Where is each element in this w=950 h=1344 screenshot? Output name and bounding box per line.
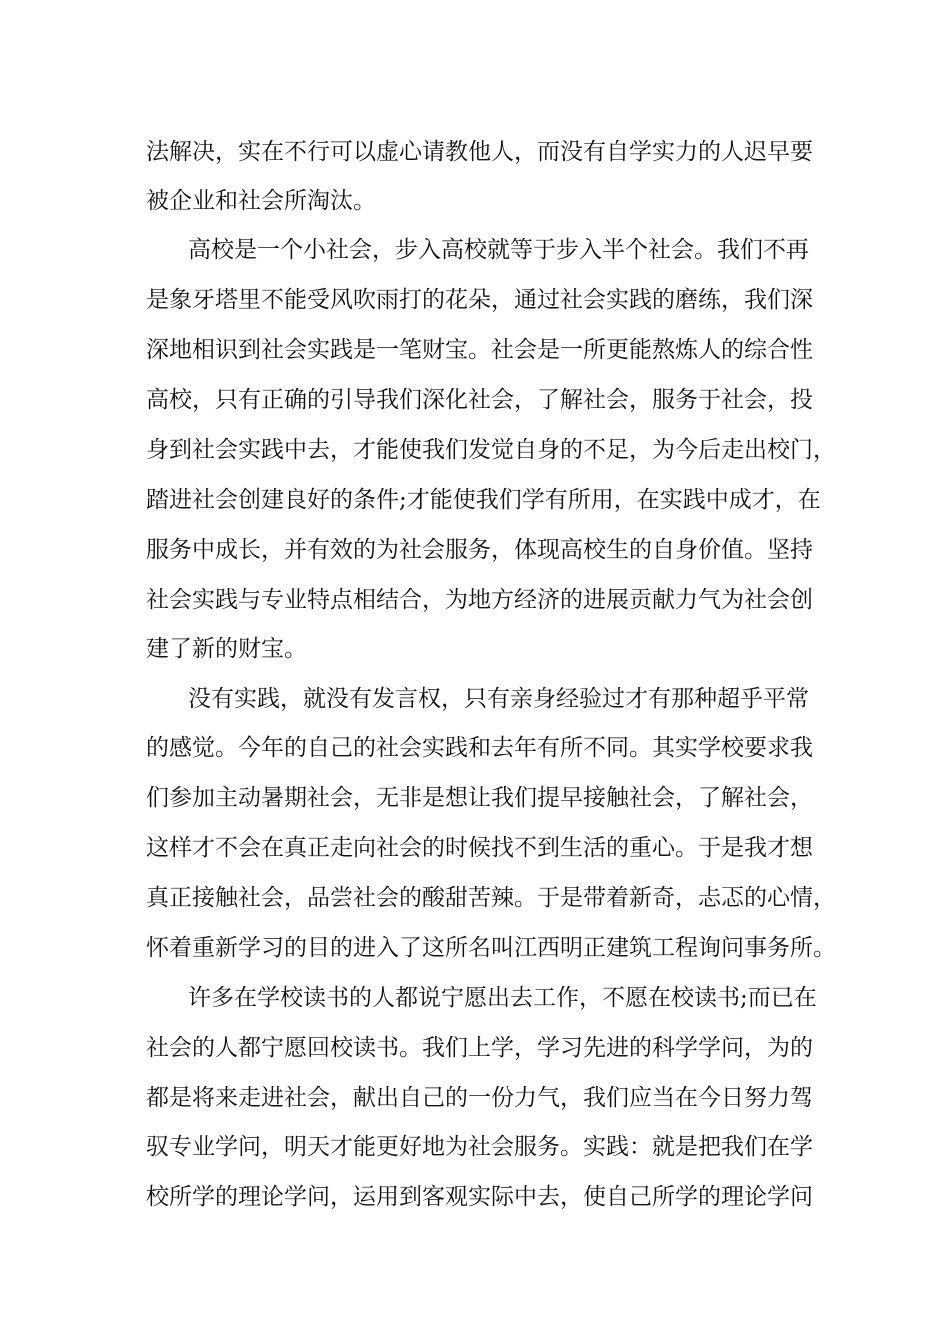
text-line: 法解决，实在不行可以虚心请教他人，而没有自学实力的人迟早要 <box>146 139 813 165</box>
text-line: 踏进社会创建良好的条件;才能使我们学有所用，在实践中成才，在 <box>146 487 821 513</box>
text-line: 们参加主动暑期社会，无非是想让我们提早接触社会，了解社会， <box>146 785 813 811</box>
text-line: 社会实践与专业特点相结合，为地方经济的进展贡献力气为社会创 <box>146 587 813 613</box>
paragraph-first-line: 高校是一个小社会，步入高校就等于步入半个社会。我们不再 <box>188 237 809 263</box>
text-line: 高校，只有正确的引导我们深化社会，了解社会，服务于社会，投 <box>146 387 813 413</box>
text-line: 校所学的理论学问，运用到客观实际中去，使自己所学的理论学问 <box>146 1184 813 1210</box>
text-line: 建了新的财宝。 <box>146 636 307 662</box>
paragraph-first-line: 没有实践，就没有发言权，只有亲身经验过才有那种超乎平常 <box>188 686 809 712</box>
text-line: 真正接触社会，品尝社会的酸甜苦辣。于是带着新奇，忐忑的心情， <box>146 885 836 911</box>
text-line: 都是将来走进社会，献出自己的一份力气，我们应当在今日努力驾 <box>146 1085 813 1111</box>
text-line: 身到社会实践中去，才能使我们发觉自身的不足，为今后走出校门， <box>146 437 836 463</box>
text-line: 是象牙塔里不能受风吹雨打的花朵，通过社会实践的磨练，我们深 <box>146 287 813 313</box>
text-line: 社会的人都宁愿回校读书。我们上学，学习先进的科学学问，为的 <box>146 1035 813 1061</box>
text-line: 这样才不会在真正走向社会的时候找不到生活的重心。于是我才想 <box>146 835 813 861</box>
paragraph-first-line: 许多在学校读书的人都说宁愿出去工作，不愿在校读书;而已在 <box>188 985 817 1011</box>
text-line: 服务中成长，并有效的为社会服务，体现高校生的自身价值。坚持 <box>146 537 813 563</box>
text-line: 深地相识到社会实践是一笔财宝。社会是一所更能熬炼人的综合性 <box>146 337 813 363</box>
text-line: 怀着重新学习的目的进入了这所名叫江西明正建筑工程询问事务所。 <box>146 935 836 961</box>
text-line: 被企业和社会所淘汰。 <box>146 188 376 214</box>
text-line: 驭专业学问，明天才能更好地为社会服务。实践：就是把我们在学 <box>146 1134 813 1160</box>
text-line: 的感觉。今年的自己的社会实践和去年有所不同。其实学校要求我 <box>146 735 813 761</box>
